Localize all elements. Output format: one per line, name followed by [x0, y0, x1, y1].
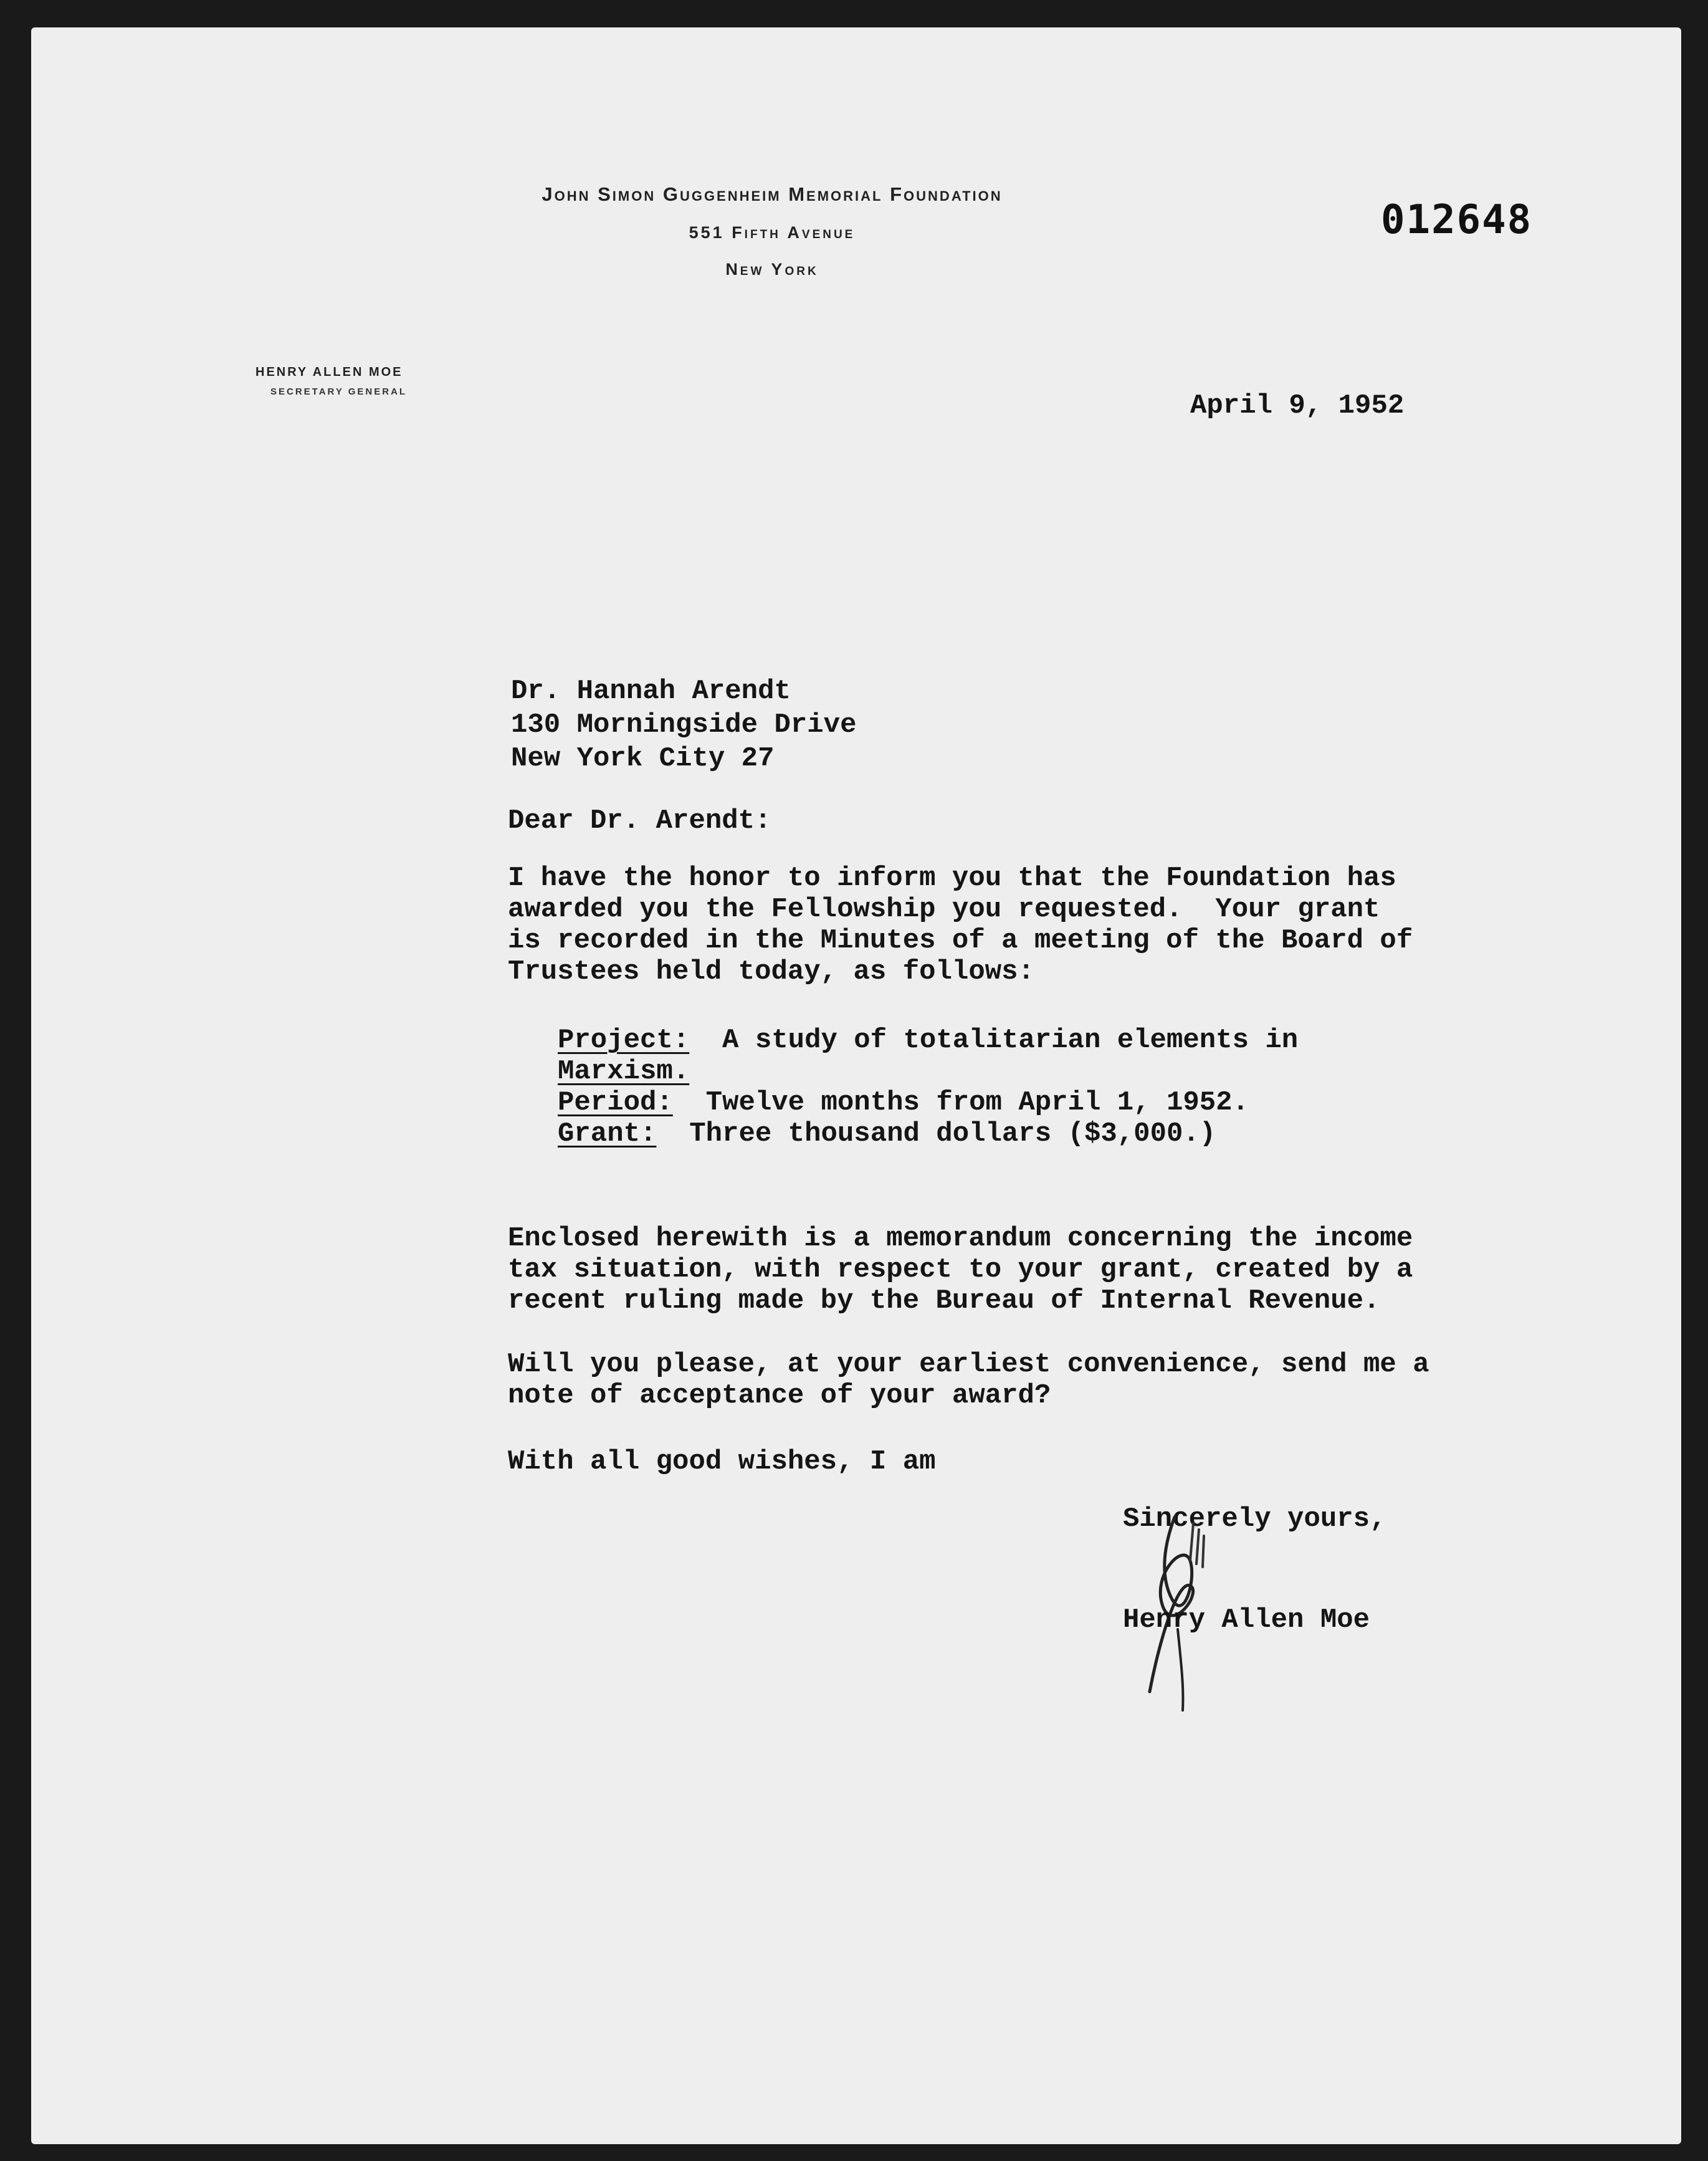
letterhead-address: 551 Fifth Avenue: [689, 223, 856, 242]
letterhead-city: New York: [725, 260, 819, 279]
sender-title: SECRETARY GENERAL: [270, 386, 408, 397]
salutation: Dear Dr. Arendt:: [508, 805, 771, 836]
closing: Sincerely yours,: [1123, 1503, 1386, 1535]
grant-details: [558, 1025, 1298, 1149]
period-label: Period:: [558, 1087, 673, 1118]
letter-page: [31, 27, 1681, 2144]
body-paragraph-4: With all good wishes, I am: [508, 1446, 936, 1477]
project-value-cont: Marxism.: [558, 1056, 690, 1087]
signer-name: Henry Allen Moe: [1123, 1604, 1370, 1636]
letter-date: April 9, 1952: [1190, 390, 1405, 421]
document-number: 012648: [1381, 197, 1533, 243]
grant-label: Grant:: [558, 1118, 657, 1149]
project-value: A study of totalitarian elements in: [689, 1025, 1299, 1056]
project-label: Project:: [558, 1025, 690, 1056]
letterhead-organization: John Simon Guggenheim Memorial Foundation: [542, 183, 1003, 205]
body-paragraph-1: I have the honor to inform you that the Foundation has awarded you the Fellowship you requested. Your grant is recorded in the Minutes of a meeting of the Board of Trustees held today, as follows:: [508, 863, 1413, 987]
recipient-street: 130 Morningside Drive: [511, 709, 857, 740]
recipient-name: Dr. Hannah Arendt: [511, 676, 791, 707]
recipient-city: New York City 27: [511, 743, 775, 774]
period-value: Twelve months from April 1, 1952.: [672, 1087, 1249, 1118]
sender-name: HENRY ALLEN MOE: [255, 365, 403, 379]
body-paragraph-2: Enclosed herewith is a memorandum concerning the income tax situation, with respect to your grant, created by a recent ruling made by the Bureau of Internal Revenue.: [508, 1223, 1413, 1316]
body-paragraph-3: Will you please, at your earliest convenience, send me a note of acceptance of your award?: [508, 1349, 1429, 1411]
grant-value: Three thousand dollars ($3,000.): [656, 1118, 1216, 1149]
